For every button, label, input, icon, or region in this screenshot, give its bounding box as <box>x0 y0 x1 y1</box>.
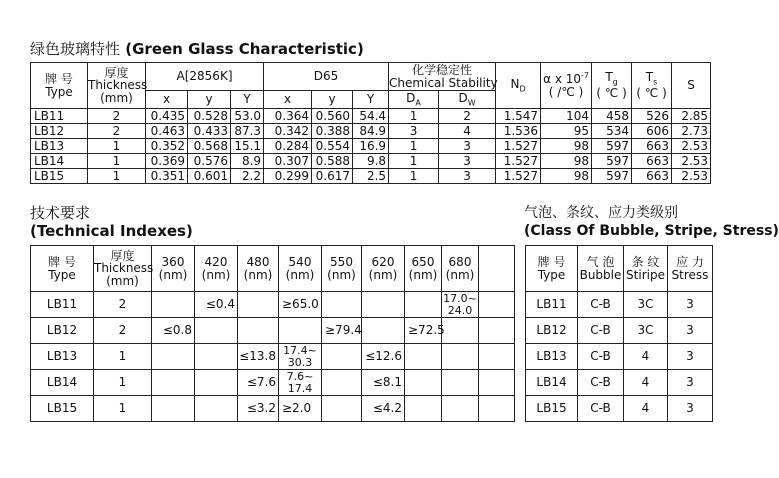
transmittance-cell <box>362 318 405 344</box>
wl-value: 620 <box>371 254 395 269</box>
type-cell: LB11 <box>31 109 88 124</box>
value-cell: 0.576 <box>188 154 231 169</box>
tg-sub: g <box>612 77 618 87</box>
grade-cell: C-B <box>578 318 624 344</box>
transmittance-cell <box>322 370 362 396</box>
wl-620-header <box>362 246 405 292</box>
transmittance-cell: ≤13.8 <box>238 344 279 370</box>
grade-cell: 3C <box>624 292 668 318</box>
technical-indexes-table <box>30 245 515 422</box>
value-cell: 3 <box>389 124 439 139</box>
transmittance-cell <box>279 370 322 396</box>
value-cell: 0.617 <box>312 169 353 184</box>
ts-unit: ( ℃ ) <box>636 86 667 101</box>
value-cell: 15.1 <box>231 139 264 154</box>
thickness-cell: 2 <box>94 318 152 344</box>
transmittance-cell <box>279 344 322 370</box>
value-cell: 0.568 <box>188 139 231 154</box>
value-cell: 1.527 <box>496 139 541 154</box>
grade-cell: 4 <box>624 344 668 370</box>
value-cell: 597 <box>592 139 632 154</box>
value-cell: 0.351 <box>146 169 188 184</box>
value-cell: 4 <box>439 124 496 139</box>
range-value: 7.6~ 17.4 <box>286 369 314 395</box>
transmittance-cell <box>195 344 238 370</box>
transmittance-cell <box>405 370 442 396</box>
value-cell: 0.433 <box>188 124 231 139</box>
tg-header <box>592 63 632 109</box>
grade-cell: 4 <box>624 370 668 396</box>
type-cell: LB14 <box>31 370 94 396</box>
alpha-header <box>541 63 592 109</box>
value-cell: 0.284 <box>264 139 312 154</box>
type-cell: LB13 <box>526 344 578 370</box>
transmittance-cell <box>322 292 362 318</box>
grade-cell: 3 <box>668 370 713 396</box>
d65-x-header: x <box>264 91 312 109</box>
transmittance-cell <box>279 318 322 344</box>
table-row <box>31 154 711 169</box>
value-cell: 1.527 <box>496 154 541 169</box>
empty-cell <box>479 344 515 370</box>
table-row <box>31 292 515 318</box>
value-cell: 1 <box>88 169 146 184</box>
transmittance-cell: ≤12.6 <box>362 344 405 370</box>
transmittance-cell: ≤4.2 <box>362 396 405 422</box>
value-cell: 0.299 <box>264 169 312 184</box>
type-cell: LB14 <box>526 370 578 396</box>
tg-label: T <box>605 70 613 85</box>
t3-type-header <box>526 246 578 292</box>
transmittance-cell <box>442 292 479 318</box>
value-cell: 0.588 <box>312 154 353 169</box>
wl-unit: (nm) <box>285 267 315 282</box>
t2-type-header <box>31 246 94 292</box>
thickness-header-en: Thickness <box>88 78 148 93</box>
dw-label: D <box>458 90 468 105</box>
transmittance-cell <box>152 396 195 422</box>
stripe-en: Stiripe <box>626 267 665 282</box>
transmittance-cell <box>442 344 479 370</box>
wl-650-header <box>405 246 442 292</box>
table-row <box>31 169 711 184</box>
value-cell: 663 <box>632 154 672 169</box>
value-cell: 87.3 <box>231 124 264 139</box>
transmittance-cell: ≤7.6 <box>238 370 279 396</box>
wl-680-header <box>442 246 479 292</box>
bubble-header <box>578 246 624 292</box>
wl-value: 680 <box>448 254 472 269</box>
grade-cell: 3 <box>668 396 713 422</box>
t2-type-cn: 牌 号 <box>48 254 76 269</box>
value-cell: 1 <box>389 139 439 154</box>
d65-Y-header: Y <box>353 91 389 109</box>
bubble-en: Bubble <box>579 267 622 282</box>
wl-540-header <box>279 246 322 292</box>
table-row <box>31 396 515 422</box>
section1-title <box>30 38 364 59</box>
bubble-cn: 气 泡 <box>586 254 615 269</box>
transmittance-cell <box>195 318 238 344</box>
thickness-cell: 1 <box>94 396 152 422</box>
value-cell: 663 <box>632 169 672 184</box>
value-cell: 2.2 <box>231 169 264 184</box>
s-header: S <box>672 63 711 109</box>
wl-unit: (nm) <box>408 267 438 282</box>
type-cell: LB12 <box>31 124 88 139</box>
value-cell: 0.369 <box>146 154 188 169</box>
stress-header <box>668 246 713 292</box>
value-cell: 1.536 <box>496 124 541 139</box>
range-value: 17.0~ 24.0 <box>443 291 477 317</box>
section2-title-en: (Technical Indexes) <box>30 222 193 240</box>
section1-title-cn: 绿色玻璃特性 <box>30 40 121 58</box>
wl-550-header <box>322 246 362 292</box>
wl-value: 360 <box>161 254 185 269</box>
transmittance-cell <box>195 396 238 422</box>
type-cell: LB11 <box>526 292 578 318</box>
transmittance-cell <box>152 344 195 370</box>
type-cell: LB14 <box>31 154 88 169</box>
type-cell: LB15 <box>31 169 88 184</box>
t3-type-cn: 牌 号 <box>537 254 566 269</box>
green-glass-characteristic-table <box>30 62 711 184</box>
value-cell: 0.528 <box>188 109 231 124</box>
empty-cell <box>479 370 515 396</box>
value-cell: 1 <box>389 154 439 169</box>
table-row <box>526 292 713 318</box>
transmittance-cell <box>238 318 279 344</box>
type-cell: LB12 <box>526 318 578 344</box>
ts-sub: s <box>653 77 658 87</box>
value-cell: 0.560 <box>312 109 353 124</box>
value-cell: 0.601 <box>188 169 231 184</box>
value-cell: 3 <box>439 139 496 154</box>
transmittance-cell: ≤0.8 <box>152 318 195 344</box>
transmittance-cell: ≥65.0 <box>279 292 322 318</box>
chem-header-cn: 化学稳定性 <box>412 62 473 77</box>
a-y-header: y <box>188 91 231 109</box>
d65-y-header: y <box>312 91 353 109</box>
value-cell: 1.527 <box>496 169 541 184</box>
thickness-cell: 1 <box>94 344 152 370</box>
grade-cell: 4 <box>624 396 668 422</box>
value-cell: 0.364 <box>264 109 312 124</box>
value-cell: 663 <box>632 139 672 154</box>
alpha-label: α x 10 <box>543 72 582 87</box>
transmittance-cell: ≥79.4 <box>322 318 362 344</box>
da-label: D <box>406 90 416 105</box>
thickness-header-cn: 厚度 <box>104 65 129 80</box>
value-cell: 3 <box>439 154 496 169</box>
nd-sub: D <box>519 84 526 93</box>
transmittance-cell <box>238 292 279 318</box>
table-row <box>526 370 713 396</box>
tg-unit: ( ℃ ) <box>596 86 627 101</box>
wl-value: 540 <box>288 254 312 269</box>
a-x-header: x <box>146 91 188 109</box>
section1-body <box>31 109 711 184</box>
transmittance-cell: ≤8.1 <box>362 370 405 396</box>
value-cell: 1 <box>88 154 146 169</box>
value-cell: 2.85 <box>672 109 711 124</box>
wl-value: 420 <box>204 254 228 269</box>
value-cell: 8.9 <box>231 154 264 169</box>
value-cell: 597 <box>592 154 632 169</box>
chem-header-en: Chemical Stability <box>389 75 498 90</box>
nd-header <box>496 63 541 109</box>
value-cell: 2.53 <box>672 154 711 169</box>
table-row <box>31 370 515 396</box>
wl-360-header <box>152 246 195 292</box>
type-cell: LB15 <box>526 396 578 422</box>
type-header-cn: 牌 号 <box>45 71 73 86</box>
wl-unit: (nm) <box>158 267 188 282</box>
t2-type-en: Type <box>48 267 76 282</box>
grade-cell: C-B <box>578 396 624 422</box>
type-header-en: Type <box>45 84 73 99</box>
chemical-stability-header <box>389 63 496 91</box>
a2856k-header: A[2856K] <box>146 63 264 91</box>
value-cell: 2 <box>88 109 146 124</box>
table-row <box>31 124 711 139</box>
nd-label: N <box>510 76 520 91</box>
table-row <box>526 344 713 370</box>
t3-type-en: Type <box>537 267 566 282</box>
grade-cell: C-B <box>578 370 624 396</box>
value-cell: 0.352 <box>146 139 188 154</box>
transmittance-cell <box>362 292 405 318</box>
grade-cell: 3 <box>668 318 713 344</box>
type-cell: LB15 <box>31 396 94 422</box>
d65-header: D65 <box>264 63 389 91</box>
transmittance-cell: ≥72.5 <box>405 318 442 344</box>
wl-unit: (nm) <box>201 267 231 282</box>
stripe-cn: 条 纹 <box>631 254 660 269</box>
t2-thickness-header <box>94 246 152 292</box>
wl-420-header <box>195 246 238 292</box>
value-cell: 0.342 <box>264 124 312 139</box>
wl-unit: (nm) <box>327 267 356 282</box>
ts-header <box>632 63 672 109</box>
section2-body <box>31 292 515 422</box>
section1-title-en: (Green Glass Characteristic) <box>125 40 364 58</box>
value-cell: 2.53 <box>672 139 711 154</box>
value-cell: 98 <box>541 154 592 169</box>
value-cell: 53.0 <box>231 109 264 124</box>
value-cell: 98 <box>541 169 592 184</box>
value-cell: 1 <box>389 109 439 124</box>
dw-sub: W <box>467 98 476 107</box>
value-cell: 606 <box>632 124 672 139</box>
wl-unit: (nm) <box>243 267 273 282</box>
transmittance-cell <box>442 370 479 396</box>
value-cell: 2.53 <box>672 169 711 184</box>
type-header <box>31 63 88 109</box>
stripe-header <box>624 246 668 292</box>
stress-en: Stress <box>671 267 709 282</box>
section3-title-en: (Class Of Bubble, Stripe, Stress) <box>524 223 779 239</box>
value-cell: 16.9 <box>353 139 389 154</box>
wl-unit: (nm) <box>445 267 475 282</box>
t2-thickness-unit: (mm) <box>106 273 139 288</box>
value-cell: 3 <box>439 169 496 184</box>
value-cell: 84.9 <box>353 124 389 139</box>
transmittance-cell <box>405 344 442 370</box>
value-cell: 2.73 <box>672 124 711 139</box>
value-cell: 1 <box>389 169 439 184</box>
value-cell: 0.463 <box>146 124 188 139</box>
table-row <box>526 396 713 422</box>
value-cell: 0.554 <box>312 139 353 154</box>
transmittance-cell <box>195 370 238 396</box>
wl-value: 550 <box>330 254 353 269</box>
table-row <box>31 344 515 370</box>
thickness-header-unit: (mm) <box>100 90 133 105</box>
type-cell: LB11 <box>31 292 94 318</box>
grade-cell: C-B <box>578 344 624 370</box>
section2-title-cn: 技术要求 <box>30 204 91 222</box>
thickness-cell: 1 <box>94 370 152 396</box>
transmittance-cell <box>152 292 195 318</box>
transmittance-cell <box>152 370 195 396</box>
class-bubble-stripe-stress-table <box>525 245 713 422</box>
value-cell: 54.4 <box>353 109 389 124</box>
grade-cell: 3C <box>624 318 668 344</box>
transmittance-cell <box>442 318 479 344</box>
wl-unit: (nm) <box>368 267 398 282</box>
value-cell: 95 <box>541 124 592 139</box>
value-cell: 98 <box>541 139 592 154</box>
value-cell: 2 <box>439 109 496 124</box>
transmittance-cell: ≤3.2 <box>238 396 279 422</box>
grade-cell: 3 <box>668 344 713 370</box>
transmittance-cell <box>442 396 479 422</box>
grade-cell: C-B <box>578 292 624 318</box>
value-cell: 2.5 <box>353 169 389 184</box>
thickness-cell: 2 <box>94 292 152 318</box>
type-cell: LB13 <box>31 139 88 154</box>
table-row <box>31 318 515 344</box>
empty-header <box>479 246 515 292</box>
value-cell: 458 <box>592 109 632 124</box>
value-cell: 1.547 <box>496 109 541 124</box>
wl-value: 480 <box>246 254 270 269</box>
section2-title <box>30 204 193 240</box>
t2-thickness-en: Thickness <box>94 261 154 276</box>
value-cell: 1 <box>88 139 146 154</box>
value-cell: 2 <box>88 124 146 139</box>
da-sub: A <box>415 98 421 107</box>
section3-title-cn: 气泡、条纹、应力类级别 <box>524 205 678 221</box>
empty-cell <box>479 396 515 422</box>
value-cell: 597 <box>592 169 632 184</box>
ts-label: T <box>645 70 654 85</box>
type-cell: LB13 <box>31 344 94 370</box>
section3-title <box>524 204 779 240</box>
value-cell: 0.388 <box>312 124 353 139</box>
value-cell: 0.307 <box>264 154 312 169</box>
value-cell: 0.435 <box>146 109 188 124</box>
value-cell: 526 <box>632 109 672 124</box>
empty-cell <box>479 318 515 344</box>
empty-cell <box>479 292 515 318</box>
range-value: 17.4~ 30.3 <box>283 343 317 369</box>
transmittance-cell: ≤0.4 <box>195 292 238 318</box>
stress-cn: 应 力 <box>676 254 704 269</box>
table-row <box>31 139 711 154</box>
value-cell: 9.8 <box>353 154 389 169</box>
value-cell: 534 <box>592 124 632 139</box>
dw-header <box>439 91 496 109</box>
grade-cell: 3 <box>668 292 713 318</box>
wl-value: 650 <box>411 254 435 269</box>
section3-body <box>526 292 713 422</box>
a-Y-header: Y <box>231 91 264 109</box>
transmittance-cell <box>322 344 362 370</box>
transmittance-cell <box>405 292 442 318</box>
type-cell: LB12 <box>31 318 94 344</box>
t2-thickness-cn: 厚度 <box>110 248 135 263</box>
transmittance-cell <box>322 396 362 422</box>
da-header <box>389 91 439 109</box>
alpha-unit: ( /℃ ) <box>548 85 584 99</box>
table-row <box>31 109 711 124</box>
alpha-sup: -7 <box>581 71 589 81</box>
transmittance-cell: ≥2.0 <box>279 396 322 422</box>
value-cell: 104 <box>541 109 592 124</box>
table-row <box>526 318 713 344</box>
wl-480-header <box>238 246 279 292</box>
thickness-header <box>88 63 146 109</box>
transmittance-cell <box>405 396 442 422</box>
